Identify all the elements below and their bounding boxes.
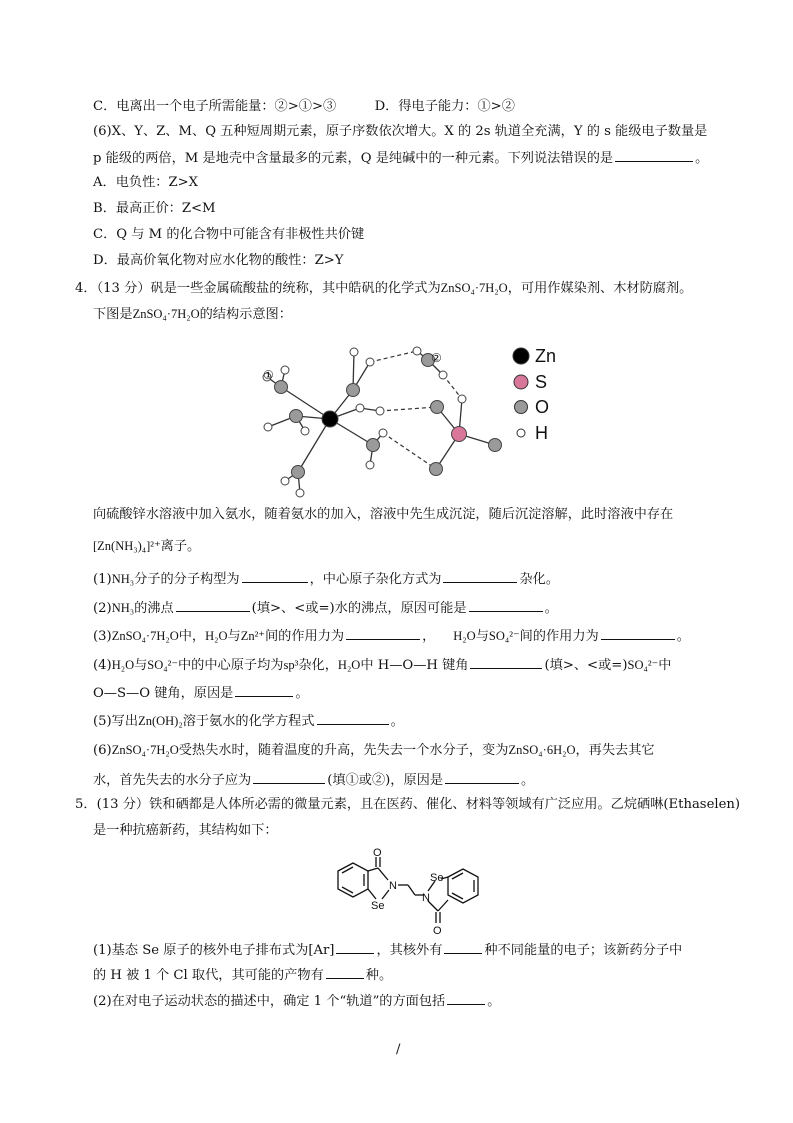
answer-blank[interactable]: [470, 654, 542, 669]
q5-sub2: (2)在对电子运动状态的描述中，确定 1 个“轨道”的方面包括 。: [93, 990, 500, 1012]
svg-text:Se: Se: [371, 900, 385, 912]
q4-paragraph: 向硫酸锌水溶液中加入氨水，随着氨水的加入，溶液中先生成沉淀，随后沉淀溶解，此时溶液中存在: [93, 507, 674, 522]
marker-2: ②: [431, 351, 442, 365]
zinc-sulfate-structure-diagram: [255, 335, 575, 500]
answer-blank[interactable]: [253, 769, 325, 784]
q5-sub1: (1)基态 Se 原子的核外电子排布式为[Ar] ，其核外有 种不同能量的电子；该新药分子中: [93, 939, 682, 961]
q4-sub4: (4)H₂O与SO₄²⁻中的中心原子均为sp³杂化，H₂O中 H—O—H 键角 (填>、<或=)SO₄²⁻中: [93, 654, 671, 676]
answer-blank[interactable]: [447, 990, 485, 1005]
q4-intro-line2: 下图是ZnSO₄·7H₂O的结构示意图：: [93, 307, 292, 322]
answer-blank[interactable]: [445, 769, 519, 784]
answer-blank[interactable]: [601, 625, 675, 640]
q4-sub4-cont: O—S—O 键角，原因是 。: [93, 682, 309, 704]
answer-blank[interactable]: [176, 597, 250, 612]
q5-intro-line2: 是一种抗癌新药，其结构如下：: [93, 823, 278, 838]
answer-blank[interactable]: [242, 568, 308, 583]
formula: ZnSO₄·7H₂O: [132, 307, 200, 321]
legend: [513, 346, 556, 443]
q4-sub1: (1)NH₃分子的分子构型为 ，中心原子杂化方式为 杂化。: [93, 568, 559, 590]
q4-sub6: (6)ZnSO₄·7H₂O受热失水时，随着温度的升高，先失去一个水分子，变为ZnSO₄·6H₂O，再失去其它: [93, 743, 655, 758]
svg-text:N: N: [389, 880, 397, 892]
svg-text:O: O: [433, 925, 442, 936]
q6-line1: (6)X、Y、Z、M、Q 五种短周期元素，原子序数依次增大。X 的 2s 轨道全充满，Y 的 s 能级电子数量是: [93, 124, 708, 139]
q6-option-b: B．最高正价：Z<M: [93, 201, 216, 216]
svg-text:Se: Se: [430, 872, 444, 884]
complex-ion: [Zn(NH₃)₄]²⁺: [93, 539, 161, 553]
formula: ZnSO₄·7H₂O: [440, 281, 508, 295]
answer-blank[interactable]: [615, 147, 693, 162]
q6-line2: p 能级的两倍，M 是地壳中含量最多的元素，Q 是纯碱中的一种元素。下列说法错误的是 。: [93, 147, 708, 169]
q6-option-c: C．Q 与 M 的化合物中可能含有非极性共价键: [93, 227, 365, 242]
q5-intro-line1: 5．(13 分）铁和硒都是人体所必需的微量元素，且在医药、催化、材料等领域有广泛应用。乙烷硒啉(Ethaselen): [75, 797, 741, 812]
q4-sub5: (5)写出Zn(OH)₂溶于氨水的化学方程式 。: [93, 710, 404, 732]
answer-blank[interactable]: [346, 625, 420, 640]
q4-sub3: (3)ZnSO₄·7H₂O中，H₂O与Zn²⁺间的作用力为 ， H₂O与SO₄²⁻间的作用力为 。: [93, 625, 690, 647]
answer-blank[interactable]: [235, 682, 293, 697]
option-c-line: C．电离出一个电子所需能量：②>①>③ D．得电子能力：①>②: [93, 99, 515, 114]
svg-text:O: O: [373, 847, 382, 859]
answer-blank[interactable]: [326, 964, 364, 979]
svg-text:S: S: [535, 372, 548, 392]
q4-sub6-cont: 水，首先失去的水分子应为 (填①或②)，原因是 。: [93, 769, 534, 791]
q6-option-d: D．最高价氧化物对应水化物的酸性：Z>Y: [93, 253, 344, 268]
answer-blank[interactable]: [443, 568, 517, 583]
q4-intro-line1: 4．（13 分）矾是一些金属硫酸盐的统称，其中皓矾的化学式为ZnSO₄·7H₂O，可用作媒染剂、木材防腐剂。: [75, 281, 693, 296]
marker-1: ①: [263, 368, 274, 382]
svg-text:Zn: Zn: [535, 346, 557, 366]
svg-text:N: N: [422, 892, 430, 904]
q4-sub2: (2)NH₃的沸点 (填>、<或=)水的沸点，原因可能是 。: [93, 597, 558, 619]
answer-blank[interactable]: [469, 597, 543, 612]
answer-blank[interactable]: [336, 939, 374, 954]
q6-option-a: A．电负性：Z>X: [93, 175, 199, 190]
q5-sub1-cont: 的 H 被 1 个 Cl 取代，其可能的产物有 种。: [93, 964, 392, 986]
ethaselen-structure: [320, 843, 495, 936]
answer-blank[interactable]: [317, 710, 389, 725]
q4-paragraph-2: [Zn(NH₃)₄]²⁺离子。: [93, 539, 201, 554]
answer-blank[interactable]: [444, 939, 482, 954]
svg-text:O: O: [535, 397, 550, 417]
svg-text:H: H: [535, 423, 548, 443]
page-mark: /: [396, 1042, 401, 1057]
